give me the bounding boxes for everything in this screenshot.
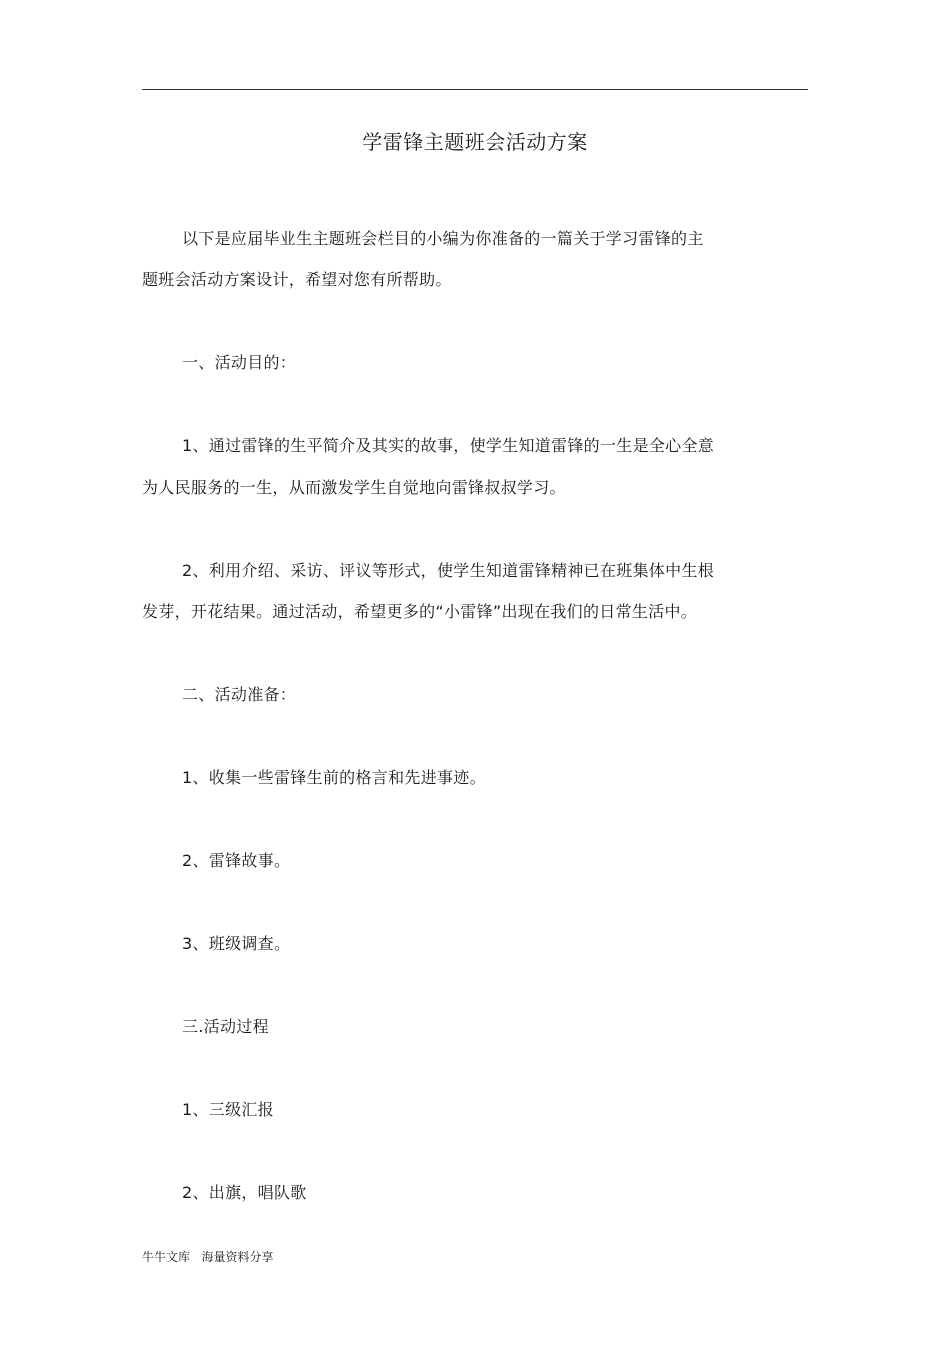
intro-line-2: 题班会活动方案设计，希望对您有所帮助。 [142, 270, 452, 289]
section3-item-1: 1、三级汇报 [182, 1100, 274, 1119]
section2-item-2: 2、雷锋故事。 [182, 851, 291, 870]
header-rule [142, 89, 808, 90]
page-footer: 牛牛文库 海量资料分享 [142, 1250, 274, 1264]
section3-item-2: 2、出旗，唱队歌 [182, 1183, 307, 1202]
section3-heading: 三.活动过程 [182, 1017, 269, 1036]
section2-item-3: 3、班级调查。 [182, 934, 291, 953]
section1-item1-line-2: 为人民服务的一生，从而激发学生自觉地向雷锋叔叔学习。 [142, 478, 566, 497]
section1-heading: 一、活动目的： [182, 353, 297, 372]
section2-item-1: 1、收集一些雷锋生前的格言和先进事迹。 [182, 768, 486, 787]
section1-item1-line-1: 1、通过雷锋的生平简介及其实的故事，使学生知道雷锋的一生是全心全意 [182, 436, 715, 455]
section1-item2-line-1: 2、利用介绍、采访、评议等形式，使学生知道雷锋精神已在班集体中生根 [182, 561, 715, 580]
document-title: 学雷锋主题班会活动方案 [362, 130, 588, 154]
section2-heading: 二、活动准备： [182, 685, 297, 704]
section1-item2-line-2: 发芽，开花结果。通过活动，希望更多的“小雷锋”出现在我们的日常生活中。 [142, 602, 698, 621]
intro-line-1: 以下是应届毕业生主题班会栏目的小编为你准备的一篇关于学习雷锋的主 [182, 229, 704, 248]
